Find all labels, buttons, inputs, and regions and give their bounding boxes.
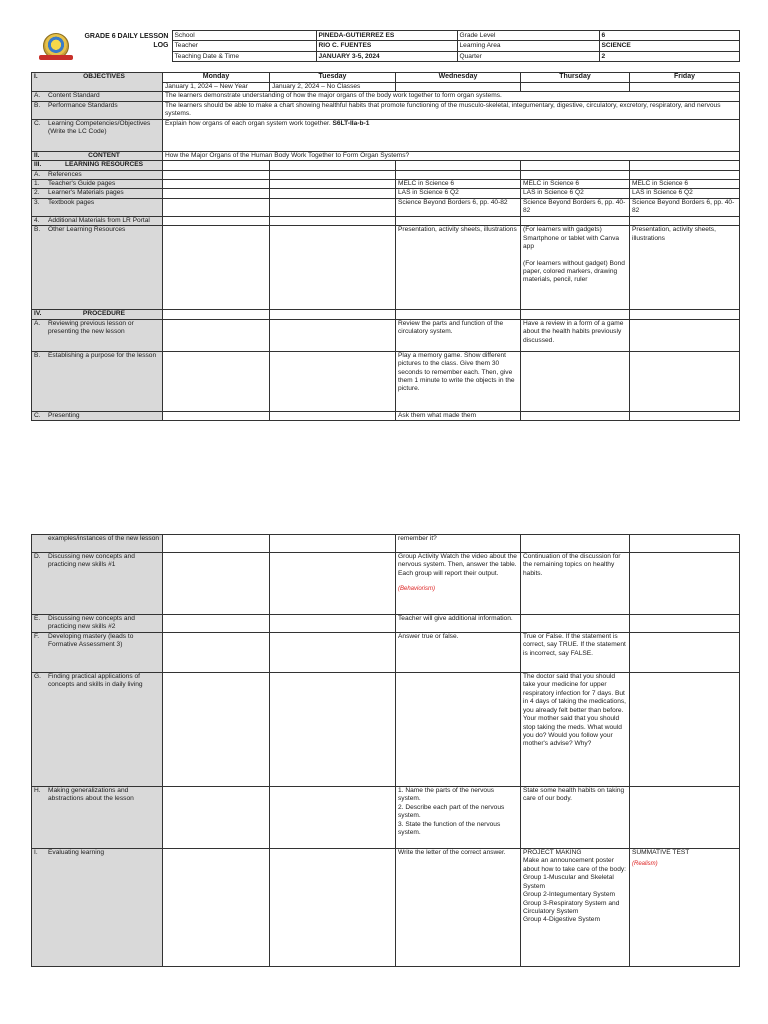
- teachers-guide-friday: MELC in Science 6: [630, 180, 740, 189]
- discussing-1-thursday: Continuation of the discussion for the remaining topics on healthy habits.: [521, 553, 630, 615]
- generalizations-thursday: State some health habits on taking care of our body.: [521, 786, 630, 848]
- textbook-wednesday: Science Beyond Borders 6, pp. 40-82: [396, 198, 521, 216]
- day-monday: Monday: [163, 73, 270, 83]
- lesson-table-part-2: [31, 534, 740, 967]
- page-1: [0, 0, 768, 490]
- content-standard-label: A. Content Standard: [32, 92, 163, 101]
- reviewing-row: [32, 319, 740, 351]
- presenting-continued-label: examples/instances of the new lesson: [32, 535, 163, 553]
- additional-materials-label: 4. Additional Materials from LR Portal: [32, 216, 163, 225]
- additional-materials-row: [32, 216, 740, 225]
- teachers-guide-wednesday: MELC in Science 6: [396, 180, 521, 189]
- grade-value: 6: [599, 31, 739, 41]
- textbook-label: 3. Textbook pages: [32, 198, 163, 216]
- other-resources-wednesday: Presentation, activity sheets, illustrations: [396, 226, 521, 310]
- learners-materials-row: [32, 189, 740, 198]
- ribbon-icon: [39, 55, 73, 60]
- objectives-header-row: [32, 73, 740, 83]
- learning-resources-heading: III. LEARNING RESOURCES: [32, 161, 163, 170]
- developing-mastery-row: [32, 632, 740, 672]
- school-value: PINEDA-GUTIERREZ ES: [316, 31, 457, 41]
- school-label: School: [172, 31, 316, 41]
- applications-label: G. Finding practical applications of concepts and skills in daily living: [32, 672, 163, 786]
- presenting-continued-wednesday: remember it?: [396, 535, 521, 553]
- teachers-guide-row: [32, 180, 740, 189]
- evaluating-label: I. Evaluating learning: [32, 848, 163, 966]
- textbook-friday: Science Beyond Borders 6, pp. 40-82: [630, 198, 740, 216]
- other-resources-row: [32, 226, 740, 310]
- teacher-label: Teacher: [172, 41, 316, 51]
- evaluating-friday: SUMMATIVE TEST (Realism): [630, 848, 740, 966]
- learning-competencies-label: C. Learning Competencies/Objectives (Write the LC Code): [32, 119, 163, 151]
- deped-logo: [31, 31, 81, 62]
- learning-competencies-row: [32, 119, 740, 151]
- discussing-2-row: [32, 615, 740, 633]
- content-row: [32, 151, 740, 160]
- lesson-table-part-1: [31, 72, 740, 421]
- developing-mastery-label: F. Developing mastery (leads to Formative Assessment 3): [32, 632, 163, 672]
- area-label: Learning Area: [457, 41, 599, 51]
- performance-standards-label: B. Performance Standards: [32, 101, 163, 119]
- learners-materials-friday: LAS in Science 6 Q2: [630, 189, 740, 198]
- evaluating-thursday: PROJECT MAKING Make an announcement poster about how to take care of the body: Group 1-Muscular and Skeletal System Group 2-Integumentary System Group 3-Respiratory System and Circulatory System Group 4-Digestive System: [521, 848, 630, 966]
- evaluating-wednesday: Write the letter of the correct answer.: [396, 848, 521, 966]
- learning-competencies-text: Explain how organs of each organ system work together. S6LT-IIa-b-1: [163, 119, 740, 151]
- developing-mastery-thursday: True or False. If the statement is correct, say TRUE. If the statement is incorrect, say FALSE.: [521, 632, 630, 672]
- monday-note: January 1, 2024 – New Year: [163, 82, 270, 91]
- realism-tag: (Realism): [632, 861, 658, 868]
- generalizations-label: H. Making generalizations and abstractions about the lesson: [32, 786, 163, 848]
- date-label: Teaching Date & Time: [172, 51, 316, 61]
- document-title: GRADE 6 DAILY LESSON LOG: [84, 32, 169, 49]
- purpose-row: [32, 351, 740, 411]
- applications-thursday: The doctor said that you should take your medicine for upper respiratory infection for 7 days. But in 4 days of taking the medications, you already felt better than before. Your mother said that you should stop taking the meds. What would you do? Would you follow your mother's advise? Why?: [521, 672, 630, 786]
- header-table: [31, 30, 740, 62]
- date-value: JANUARY 3-5, 2024: [316, 51, 457, 61]
- other-resources-label: B. Other Learning Resources: [32, 226, 163, 310]
- presenting-continued-row: [32, 535, 740, 553]
- procedure-heading: IV. PROCEDURE: [32, 310, 163, 319]
- generalizations-row: [32, 786, 740, 848]
- content-heading: II. CONTENT: [32, 151, 163, 160]
- reviewing-thursday: Have a review in a form of a game about the health habits previously discussed.: [521, 319, 630, 351]
- applications-row: [32, 672, 740, 786]
- content-text: How the Major Organs of the Human Body Work Together to Form Organ Systems?: [163, 151, 740, 160]
- content-standard-text: The learners demonstrate understanding of how the major organs of the body work together to form organ systems.: [163, 92, 740, 101]
- day-friday: Friday: [630, 73, 740, 83]
- reviewing-wednesday: Review the parts and function of the circulatory system.: [396, 319, 521, 351]
- presenting-wednesday: Ask them what made them: [396, 411, 521, 420]
- generalizations-wednesday: 1. Name the parts of the nervous system. 2. Describe each part of the nervous system. 3. State the function of the nervous system.: [396, 786, 521, 848]
- quarter-value: 2: [599, 51, 739, 61]
- discussing-1-label: D. Discussing new concepts and practicing new skills #1: [32, 553, 163, 615]
- purpose-wednesday: Play a memory game. Show different pictures to the class. Give them 30 seconds to remember each. Then, give them 1 minute to write the objects in the picture.: [396, 351, 521, 411]
- lc-code: S6LT-IIa-b-1: [332, 119, 370, 127]
- other-resources-thursday: (For learners with gadgets) Smartphone or tablet with Canva app (For learners without gadget) Bond paper, colored markers, drawing materials, pencil, ruler: [521, 226, 630, 310]
- teacher-value: RIO C. FUENTES: [316, 41, 457, 51]
- discussing-2-wednesday: Teacher will give additional information.: [396, 615, 521, 633]
- performance-standards-row: [32, 101, 740, 119]
- content-standard-row: [32, 92, 740, 101]
- textbook-row: [32, 198, 740, 216]
- objectives-heading: I. OBJECTIVES: [32, 73, 163, 92]
- evaluating-row: [32, 848, 740, 966]
- grade-label: Grade Level: [457, 31, 599, 41]
- teachers-guide-thursday: MELC in Science 6: [521, 180, 630, 189]
- developing-mastery-wednesday: Answer true or false.: [396, 632, 521, 672]
- presenting-label: C. Presenting: [32, 411, 163, 420]
- discussing-1-row: [32, 553, 740, 615]
- textbook-thursday: Science Beyond Borders 6, pp. 40-82: [521, 198, 630, 216]
- day-tuesday: Tuesday: [270, 73, 396, 83]
- purpose-label: B. Establishing a purpose for the lesson: [32, 351, 163, 411]
- tuesday-note: January 2, 2024 – No Classes: [270, 82, 396, 91]
- day-thursday: Thursday: [521, 73, 630, 83]
- references-row: [32, 170, 740, 179]
- procedure-row: [32, 310, 740, 319]
- references-label: A. References: [32, 170, 163, 179]
- performance-standards-text: The learners should be able to make a chart showing healthful habits that promote functioning of the musculo-skeletal, integumentary, digestive, circulatory, excretory, respiratory, and nervous systems.: [163, 101, 740, 119]
- learners-materials-wednesday: LAS in Science 6 Q2: [396, 189, 521, 198]
- day-wednesday: Wednesday: [396, 73, 521, 83]
- reviewing-label: A. Reviewing previous lesson or presenting the new lesson: [32, 319, 163, 351]
- other-resources-friday: Presentation, activity sheets, illustrations: [630, 226, 740, 310]
- learning-resources-row: [32, 161, 740, 170]
- learners-materials-thursday: LAS in Science 6 Q2: [521, 189, 630, 198]
- area-value: SCIENCE: [599, 41, 739, 51]
- presenting-row: [32, 411, 740, 420]
- learners-materials-label: 2. Learner's Materials pages: [32, 189, 163, 198]
- behaviorism-tag: (Behaviorism): [398, 586, 436, 593]
- teachers-guide-label: 1. Teacher's Guide pages: [32, 180, 163, 189]
- discussing-2-label: E. Discussing new concepts and practicing new skills #2: [32, 615, 163, 633]
- page-2: [0, 490, 768, 1024]
- discussing-1-wednesday: Group Activity Watch the video about the nervous system. Then, answer the table. Each group will report their output. (Behaviorism): [396, 553, 521, 615]
- quarter-label: Quarter: [457, 51, 599, 61]
